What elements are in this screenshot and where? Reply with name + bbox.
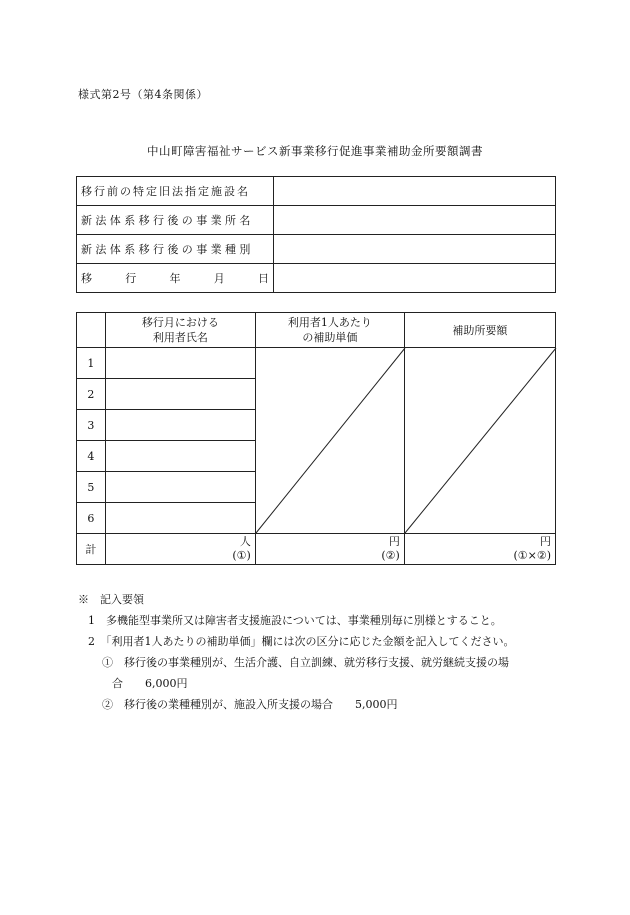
document-title: 中山町障害福祉サービス新事業移行促進事業補助金所要額調書 bbox=[147, 144, 483, 158]
row-number: 6 bbox=[77, 503, 106, 534]
table-row bbox=[77, 348, 556, 379]
row-number: 3 bbox=[77, 410, 106, 441]
user-name-cell[interactable] bbox=[105, 348, 255, 379]
instructions-heading: ※ 記入要領 bbox=[78, 593, 144, 606]
facility-row bbox=[77, 235, 556, 264]
header-required-amount: 補助所要額 bbox=[404, 313, 555, 348]
form-number: 様式第2号（第4条関係） bbox=[78, 88, 208, 101]
total-row bbox=[77, 534, 556, 565]
instruction-sub-1-cont: 合 6,000円 bbox=[112, 677, 188, 690]
row-number: 5 bbox=[77, 472, 106, 503]
total-unit-price-cell[interactable]: 円 (②) bbox=[255, 534, 404, 565]
row-number: 1 bbox=[77, 348, 106, 379]
user-name-cell[interactable] bbox=[105, 503, 255, 534]
instructions bbox=[78, 589, 515, 715]
facility-info-table bbox=[76, 176, 556, 293]
header-user-name: 移行月における 利用者氏名 bbox=[105, 313, 255, 348]
user-name-cell[interactable] bbox=[105, 379, 255, 410]
facility-row bbox=[77, 264, 556, 293]
amount-slashed-cell bbox=[404, 348, 555, 534]
label-new-office-name: 新法体系移行後の事業所名 bbox=[77, 206, 274, 235]
subsidy-table bbox=[76, 312, 556, 565]
user-name-cell[interactable] bbox=[105, 410, 255, 441]
total-amount-cell[interactable]: 円 (①×②) bbox=[404, 534, 555, 565]
row-number: 4 bbox=[77, 441, 106, 472]
row-number: 2 bbox=[77, 379, 106, 410]
instruction-sub-2: ② 移行後の業種種別が、施設入所支援の場合 5,000円 bbox=[102, 698, 398, 711]
input-new-office-name[interactable] bbox=[274, 206, 556, 235]
total-label: 計 bbox=[77, 534, 106, 565]
header-blank bbox=[77, 313, 106, 348]
user-name-cell[interactable] bbox=[105, 472, 255, 503]
instruction-item-2: 2 「利用者1人あたりの補助単価」欄には次の区分に応じた金額を記入してください。 bbox=[88, 635, 515, 648]
input-transition-date[interactable] bbox=[274, 264, 556, 293]
label-new-business-type: 新法体系移行後の事業種別 bbox=[77, 235, 274, 264]
instruction-item-1: 1 多機能型事業所又は障害者支援施設については、事業種別毎に別様とすること。 bbox=[88, 614, 502, 627]
total-people-cell[interactable]: 人 (①) bbox=[105, 534, 255, 565]
facility-row bbox=[77, 206, 556, 235]
user-name-cell[interactable] bbox=[105, 441, 255, 472]
input-pre-transition-facility[interactable] bbox=[274, 177, 556, 206]
label-transition-date: 移 行 年 月 日 bbox=[77, 264, 274, 293]
instruction-sub-1: ① 移行後の事業種別が、生活介護、自立訓練、就労移行支援、就労継続支援の場 bbox=[102, 656, 509, 669]
label-pre-transition-facility: 移行前の特定旧法指定施設名 bbox=[77, 177, 274, 206]
input-new-business-type[interactable] bbox=[274, 235, 556, 264]
facility-row bbox=[77, 177, 556, 206]
unit-price-slashed-cell bbox=[255, 348, 404, 534]
header-unit-price: 利用者1人あたり の補助単価 bbox=[255, 313, 404, 348]
table-header bbox=[77, 313, 556, 348]
